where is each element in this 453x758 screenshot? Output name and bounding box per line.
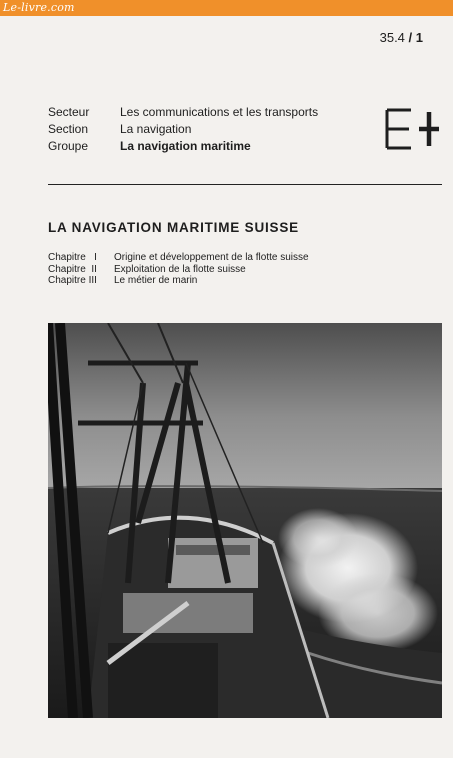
classification-block <box>48 104 318 155</box>
divider-line <box>48 184 442 185</box>
chapter-item <box>48 275 309 287</box>
chapter-title: Le métier de marin <box>114 275 198 286</box>
meta-key: Groupe <box>48 139 89 153</box>
document-title: LA NAVIGATION MARITIME SUISSE <box>48 220 299 235</box>
chapter-label: Chapitre III <box>48 275 97 286</box>
meta-key: Secteur <box>48 105 90 119</box>
document-code <box>380 30 423 45</box>
chapter-item <box>48 252 309 264</box>
site-watermark: Le-livre.com <box>3 1 75 14</box>
meta-value: La navigation <box>120 122 192 136</box>
chapter-list <box>48 252 309 287</box>
meta-row-groupe <box>48 138 318 155</box>
code-separator: / <box>404 30 416 45</box>
ship-at-sea-photo <box>48 323 442 718</box>
chapter-title: Origine et développement de la flotte suisse <box>114 252 309 263</box>
swiss-cross-logo-icon <box>385 108 441 150</box>
meta-value: Les communications et les transports <box>120 105 319 119</box>
meta-value: La navigation maritime <box>120 139 251 153</box>
chapter-label: Chapitre II <box>48 263 97 275</box>
chapter-title: Exploitation de la flotte suisse <box>114 263 246 275</box>
meta-row-section <box>48 121 318 138</box>
chapter-label: Chapitre I <box>48 252 97 263</box>
meta-row-secteur <box>48 104 318 121</box>
chapter-item <box>48 264 309 276</box>
meta-key: Section <box>48 122 89 136</box>
code-prefix: 35.4 <box>379 30 405 45</box>
code-suffix: 1 <box>415 30 423 45</box>
